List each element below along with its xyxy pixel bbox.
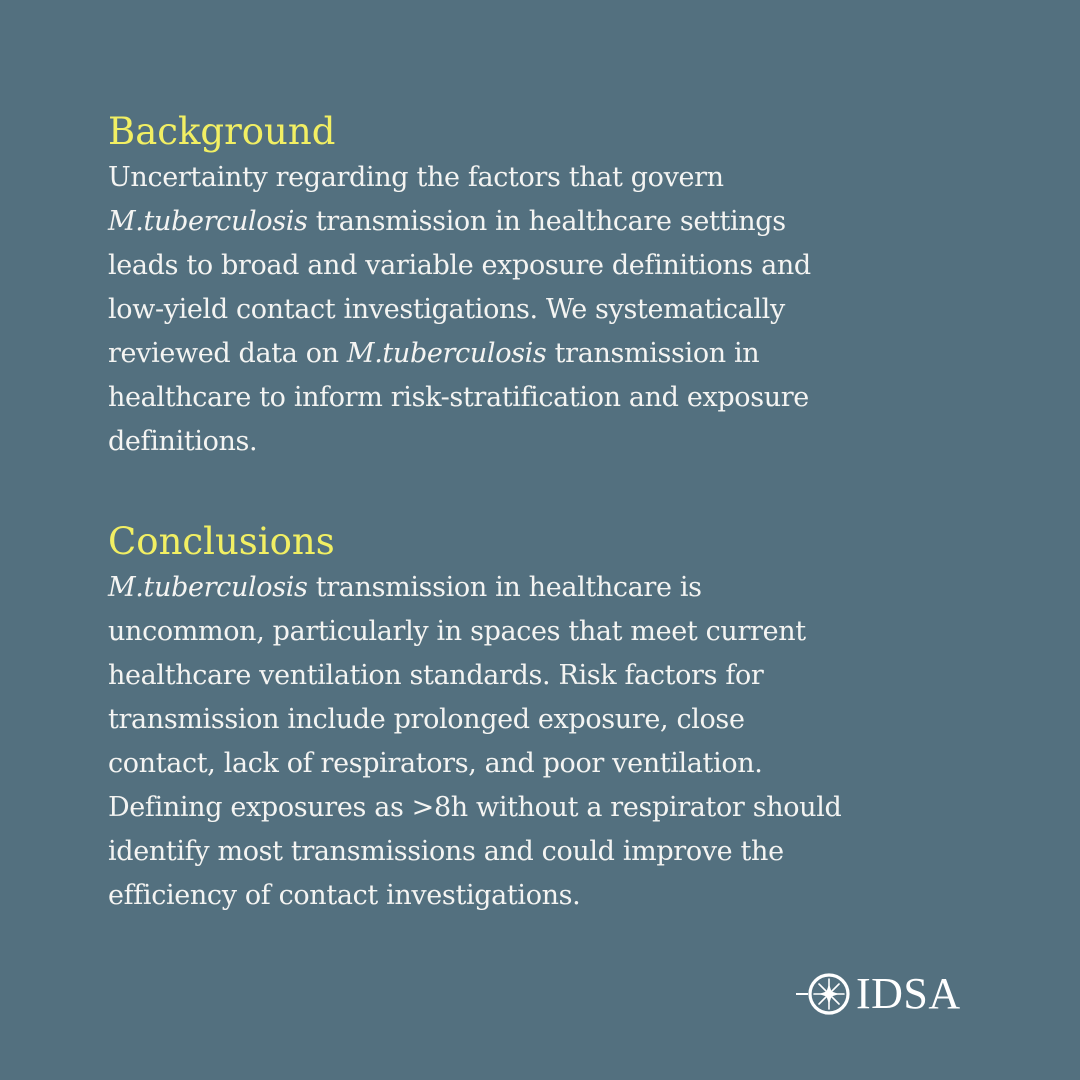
background-heading: Background xyxy=(108,110,336,153)
background-section xyxy=(108,108,988,464)
text-segment: healthcare ventilation standards. Risk factors for xyxy=(108,660,764,691)
text-line xyxy=(108,376,988,420)
text-segment: low-yield contact investigations. We systematically xyxy=(108,294,785,325)
text-line xyxy=(108,420,988,464)
text-segment: transmission include prolonged exposure, close xyxy=(108,704,745,735)
text-line xyxy=(108,786,988,830)
text-segment: healthcare to inform risk-stratification and exposure xyxy=(108,382,809,413)
text-line xyxy=(108,874,988,918)
background-paragraph xyxy=(108,156,988,464)
idsa-star-emblem-icon xyxy=(796,971,854,1017)
text-segment: leads to broad and variable exposure definitions and xyxy=(108,250,811,281)
text-segment: reviewed data on xyxy=(108,338,347,369)
species-name-italic: M.tuberculosis xyxy=(346,338,547,369)
text-line xyxy=(108,830,988,874)
text-line xyxy=(108,566,988,610)
text-line xyxy=(108,742,988,786)
conclusions-heading: Conclusions xyxy=(108,520,335,563)
text-segment: uncommon, particularly in spaces that meet current xyxy=(108,616,806,647)
idsa-logo-text: IDSA xyxy=(856,969,961,1018)
text-segment: definitions. xyxy=(108,426,258,457)
text-segment: identify most transmissions and could improve the xyxy=(108,836,784,867)
species-name-italic: M.tuberculosis xyxy=(108,206,308,237)
text-segment: transmission in healthcare settings xyxy=(307,206,786,237)
text-segment: contact, lack of respirators, and poor ventilation. xyxy=(108,748,763,779)
text-line xyxy=(108,332,988,376)
text-segment: Uncertainty regarding the factors that govern xyxy=(108,162,724,193)
idsa-logo xyxy=(796,966,961,1022)
text-segment: transmission in healthcare is xyxy=(307,572,702,603)
text-line xyxy=(108,200,988,244)
text-line xyxy=(108,698,988,742)
conclusions-paragraph xyxy=(108,566,988,918)
text-line xyxy=(108,244,988,288)
text-line xyxy=(108,288,988,332)
text-segment: Defining exposures as >8h without a respirator should xyxy=(108,792,842,823)
text-line xyxy=(108,654,988,698)
conclusions-section xyxy=(108,518,988,918)
text-line xyxy=(108,610,988,654)
text-line xyxy=(108,156,988,200)
text-segment: transmission in xyxy=(546,338,760,369)
text-segment: efficiency of contact investigations. xyxy=(108,880,581,911)
species-name-italic: M.tuberculosis xyxy=(108,572,308,603)
